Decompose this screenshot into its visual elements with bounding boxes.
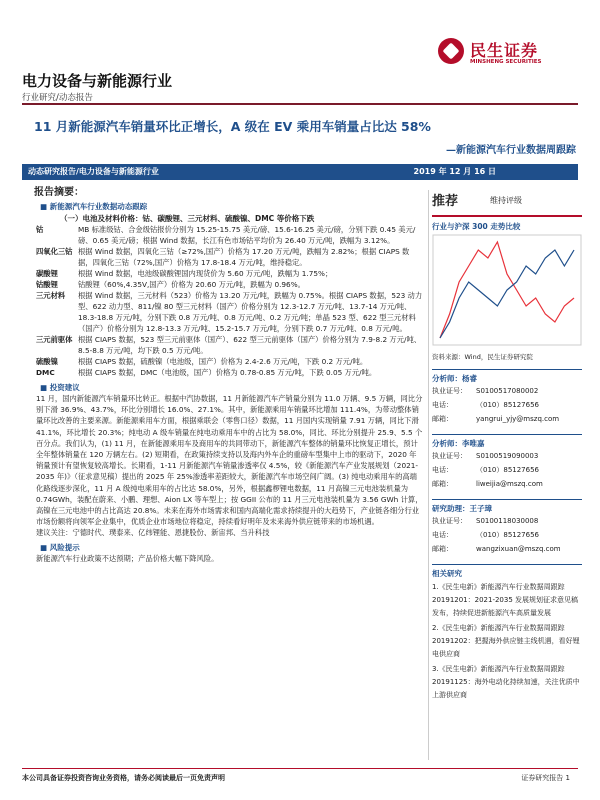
analyst-row — [432, 514, 582, 528]
abstract-heading: 报告摘要： — [34, 187, 84, 198]
related-heading: 相关研究 — [432, 564, 582, 579]
chart-title: 行业与沪深 300 走势比较 — [432, 222, 521, 231]
price-row-label: DMC — [36, 368, 55, 377]
header-divider — [22, 103, 578, 105]
analyst-field-value: （010）85127656 — [476, 466, 539, 474]
analyst-row — [432, 528, 582, 542]
analyst-field-value: （010）85127656 — [476, 531, 539, 539]
analyst-2-details — [432, 449, 582, 491]
price-row — [22, 279, 427, 290]
price-row-label: 三元前驱体 — [36, 335, 73, 344]
chart-source: 资料来源：Wind，民生证券研究院 — [432, 353, 533, 361]
footer-page: 证券研究报告 1 — [521, 774, 570, 782]
analyst-field-label: 执业证号： — [432, 517, 467, 525]
footer-disclaimer: 本公司具备证券投资咨询业务资格，请务必阅读最后一页免责声明 — [22, 774, 225, 782]
price-row-label: 硫酸镍 — [36, 357, 58, 366]
report-type: 行业研究/动态报告 — [22, 93, 93, 103]
analyst-row — [432, 412, 582, 426]
price-row-value: 根据 CIAPS 数据，硫酸镍（电池级，国产）价格为 2.4-2.6 万元/吨，下跌 0.2 万元/吨。 — [78, 357, 368, 366]
price-row-label: 四氧化三钴 — [36, 247, 73, 256]
related-item[interactable]: 3.《民生电新》新能源汽车行业数据周跟踪 20191125：海外电动化持续加速，关注优质中上游供应商 — [432, 665, 580, 699]
industry-title: 电力设备与新能源行业 — [22, 72, 173, 90]
analyst-row — [432, 542, 582, 556]
column-divider — [428, 190, 429, 760]
page-subtitle: —新能源汽车行业数据周跟踪 — [446, 145, 576, 156]
risk-text: 新能源汽车行业政策不达预期；产品价格大幅下降风险。 — [36, 553, 219, 563]
price-rows — [22, 224, 427, 378]
price-row-label: 三元材料 — [36, 291, 66, 300]
analyst-field-label: 执业证号： — [432, 452, 467, 460]
analyst-row — [432, 477, 582, 491]
price-row-value: 根据 CIAPS 数据，523 型三元前驱体（国产）、622 型三元前驱体（国产）价格分别为 7.9-8.2 万元/吨、8.5-8.8 万元/吨，均下跌 0.5 万元/吨。 — [78, 335, 422, 355]
rating-divider — [432, 215, 582, 217]
related-item[interactable]: 2.《民生电新》新能源汽车行业数据周跟踪 20191202：把握海外供应链主线机遇，看好锂电供应商 — [432, 624, 580, 658]
analyst-heading-1: 分析师：杨睿 — [432, 369, 582, 384]
footer-divider — [22, 768, 578, 769]
price-row — [22, 246, 427, 268]
rating: 推荐 — [432, 194, 459, 209]
analyst-field-value: liweijia@mszq.com — [476, 480, 543, 488]
page-title: 11 月新能源汽车销量环比正增长，A 级在 EV 乘用车销量占比达 58% — [34, 119, 431, 134]
related-item[interactable]: 1.《民生电新》新能源汽车行业数据周跟踪 20191201：2021-2035 发展规划征求意见稿发布，持续促进新能源汽车高质量发展 — [432, 583, 579, 617]
price-row — [22, 356, 427, 367]
section-heading-invest: ■ 投资建议 — [40, 383, 80, 392]
section-heading-risk: ■ 风险提示 — [40, 542, 80, 552]
analyst-row — [432, 384, 582, 398]
analyst-heading-3: 研究助理：王子璋 — [432, 499, 582, 514]
price-row-value: 根据 Wind 数据，电池级碳酸锂国内现货价为 5.60 万元/吨，跌幅为 1.75%； — [78, 269, 333, 278]
analyst-field-value: S0100118030008 — [476, 517, 539, 525]
price-row — [22, 334, 427, 356]
analyst-field-label: 邮箱： — [432, 415, 453, 423]
analyst-field-label: 执业证号： — [432, 387, 467, 395]
price-row — [22, 367, 427, 378]
price-row-value: 根据 Wind 数据，三元材料（523）价格为 13.20 万元/吨，跌幅为 0.75%。根据 CIAPS 数据，523 动力型、622 动力型、811/镍 80 型三元材料（国产）价格分别为 12.3-12.7 万元/吨、13.7-14 万元/吨、18.3-18.8 万元/吨，分别下跌 0.8 万元/吨、0.8 万元/吨、0.2 万元/吨；单晶 523 型、622 型三元材料（国产）价格分别为 12.8-13.3 万元/吨、15.2-15.7 万元/吨，分别下跌 0.7 万元/吨、0.8 万元/吨。 — [78, 291, 423, 333]
abstract-column — [22, 183, 427, 564]
trend-chart — [432, 234, 582, 346]
report-band — [22, 164, 578, 180]
price-row-label: 碳酸锂 — [36, 269, 58, 278]
section-heading: ■ 新能源汽车行业数据动态跟踪 — [40, 202, 148, 211]
price-row-value: 根据 Wind 数据，四氧化三钴（≥72%,国产）价格为 17.20 万元/吨，跌幅为 2.82%；根据 CIAPS 数据，四氧化三钴（72%,国产）价格为 17.8-18.4 万元/吨，维持稳定。 — [78, 247, 410, 267]
invest-paragraph: 11 月，国内新能源汽车销量环比转正。根据中汽协数据，11 月新能源汽车产销量分别为 11.0 万辆、9.5 万辆，同比分别下滑 36.9%、43.7%，环比分别增长 16.0%、27.1%。其中，新能源乘用车销量环比增加 111.4%，为带动整体销量环比改善的主要来源。新能源乘用车方面，根据乘联会（零售口径）数据，11 月国内实现销量 7.91 万辆，同比下滑 41.1%，环比增长 20.3%；纯电动 A 级车销量在纯电动乘用车中的占比为 58.0%，同比、环比分别提升 25.9、5.5 个百分点。我们认为，(1) 11 月，在新能源乘用车及商用车的共同带动下，新能源汽车整体的销量环比恢复正增长，预计全年整体销量在 120 万辆左右。(2) 短期看，在政策持续支持以及海内外车企的重磅车型集中上市的驱动下，2020 年销量预计有望恢复较高增长。长期看，1-11 月新能源汽车销量渗透率仅 4.5%，较《新能源汽车产业发展规划（2021-2035 年)》（征求意见稿）提出的 2025 年 25%渗透率差距较大，新能源汽车市场空间广阔。(3) 纯电动乘用车的高端化路线逐步深化，11 月 A 级纯电乘用车的占比达 58.0%，另外，根据鑫椤锂电数据，11 月高镍三元电池装机量为 0.74GWh，装配在蔚来、小鹏、理想、Aion LX 等车型上；按 GGII 公布的 11 月三元电池装机量为 3.56 GWh 计算，高镍在三元电池中的占比高达 20.8%。未来在海外市场需求和国内高端化需求持续提升的大趋势下，产业链各细分行业市场份额将向领军企业集中，优质企业市场地位将稳定，持续看好明年及未来海外供应链带来的市场机遇。 — [36, 394, 423, 527]
band-category: 动态研究报告/电力设备与新能源行业 — [28, 167, 159, 176]
analyst-field-label: 电话： — [432, 401, 453, 409]
sidebar — [432, 190, 582, 702]
analyst-field-value: S0100519090003 — [476, 452, 539, 460]
price-row — [22, 224, 427, 246]
analyst-3-details — [432, 514, 582, 556]
logo-en-text: MINSHENG SECURITIES — [470, 59, 542, 65]
rating-sub: 维持评级 — [490, 196, 522, 205]
logo-mark-icon — [438, 38, 464, 64]
analyst-field-label: 邮箱： — [432, 480, 453, 488]
analyst-field-label: 电话： — [432, 466, 453, 474]
price-row — [22, 268, 427, 279]
suggest-text: 建议关注：宁德时代、璞泰来、亿纬锂能、恩捷股份、新宙邦、当升科技 — [36, 528, 270, 538]
price-row-label: 钴 — [36, 225, 44, 234]
related-list — [432, 581, 582, 702]
analyst-1-details — [432, 384, 582, 426]
price-row — [22, 290, 427, 334]
analyst-field-value: yangrui_yjy@mszq.com — [476, 415, 560, 423]
price-row-value: 根据 CIAPS 数据，DMC（电池级，国产）价格为 0.78-0.85 万元/吨，下跌 0.05 万元/吨。 — [78, 368, 377, 377]
logo — [438, 38, 588, 68]
analyst-field-value: S0100517080002 — [476, 387, 539, 395]
analyst-row — [432, 449, 582, 463]
subsection-heading: （一）电池及材料价格：钴、碳酸锂、三元材料、硫酸镍、DMC 等价格下跌 — [60, 214, 315, 223]
analyst-field-value: （010）85127656 — [476, 401, 539, 409]
price-row-value: 钴酸锂（60%,4.35V,国产）价格为 20.60 万元/吨，跌幅为 0.96%。 — [78, 280, 305, 289]
analyst-field-label: 电话： — [432, 531, 453, 539]
logo-text: 民生证券 — [470, 41, 539, 60]
analyst-row — [432, 398, 582, 412]
price-row-value: MB 标准级钴、合金级钴报价分别为 15.25-15.75 美元/磅、15.6-16.25 美元/磅，分别下跌 0.45 美元/磅、0.65 美元/磅；根据 Wind 数据，长江有色市场钴平均价为 26.40 万元/吨，跌幅为 3.12%。 — [78, 225, 416, 245]
analyst-heading-2: 分析师：李唯嘉 — [432, 434, 582, 449]
analyst-row — [432, 463, 582, 477]
analyst-field-value: wangzixuan@mszq.com — [476, 545, 561, 553]
band-date: 2019 年 12 月 16 日 — [413, 167, 496, 176]
analyst-field-label: 邮箱： — [432, 545, 453, 553]
price-row-label: 钴酸锂 — [36, 280, 58, 289]
